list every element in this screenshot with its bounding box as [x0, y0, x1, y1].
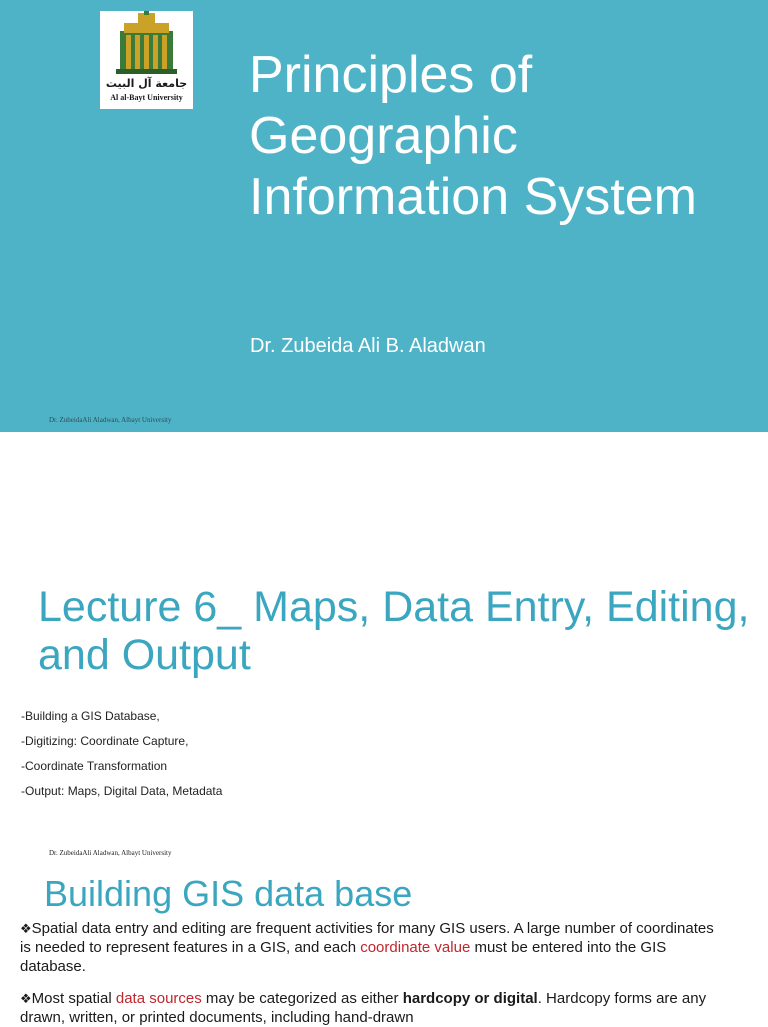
topic-item: -Digitizing: Coordinate Capture, — [21, 734, 189, 748]
lecture-slide — [0, 432, 768, 864]
slide-footer: Dr. ZubeidaAli Aladwan, Albayt University — [49, 416, 172, 424]
content-slide — [0, 864, 768, 1024]
slide-footer: Dr. ZubeidaAli Aladwan, Albayt University — [49, 849, 172, 857]
paragraph-text: may be categorized as either — [201, 990, 403, 1007]
topic-item: -Coordinate Transformation — [21, 759, 168, 773]
presentation-title: Principles of Geographic Information System — [249, 46, 697, 226]
diamond-bullet-icon: ❖ — [20, 921, 32, 936]
title-slide — [0, 0, 768, 432]
university-logo — [100, 11, 193, 109]
diamond-bullet-icon: ❖ — [20, 991, 32, 1006]
section-title: Building GIS data base — [44, 873, 413, 914]
paragraph — [20, 989, 720, 1027]
logo-arabic-text: جامعة آل البيت — [105, 77, 188, 90]
topic-item: -Output: Maps, Digital Data, Metadata — [21, 784, 223, 798]
lecture-title: Lecture 6_ Maps, Data Entry, Editing, and Output — [38, 583, 750, 679]
paragraph-text: Most spatial — [31, 990, 116, 1007]
highlighted-term: coordinate value — [360, 939, 471, 956]
paragraph-text: . Hardcopy forms are any drawn, written, or printed documents, including hand-drawn — [20, 990, 707, 1026]
logo-latin-text: Al al-Bayt University — [110, 93, 183, 102]
paragraph-text: must be entered into the GIS database. — [20, 939, 667, 975]
topic-list — [21, 704, 222, 804]
author-name: Dr. Zubeida Ali B. Aladwan — [250, 335, 486, 357]
university-tower-icon — [100, 11, 193, 81]
topic-item: -Building a GIS Database, — [21, 709, 160, 723]
bold-term: hardcopy or digital — [402, 990, 538, 1007]
paragraph-text: Spatial data entry and editing are frequent activities for many GIS users. A large number of coordinates is needed to represent features in a GIS, and each — [20, 920, 714, 956]
paragraph — [20, 919, 720, 976]
highlighted-term: data sources — [115, 990, 202, 1007]
